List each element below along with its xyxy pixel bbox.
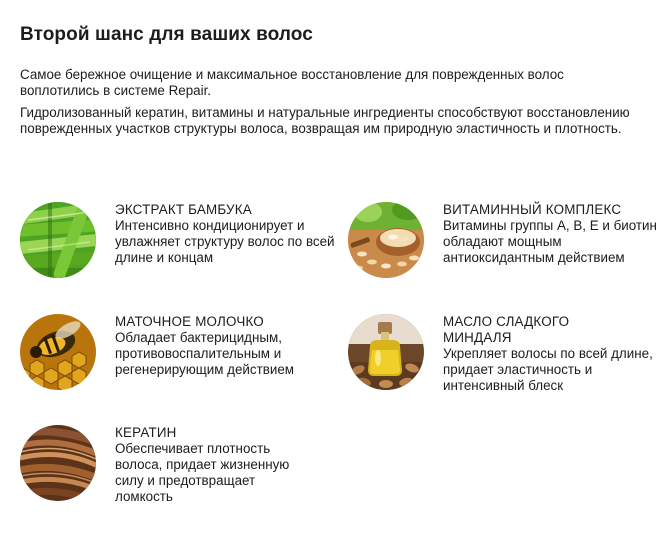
bamboo-icon bbox=[20, 202, 96, 278]
feature-description: Обладает бактерицидным, противовоспалительным и регенерирующим действием bbox=[115, 330, 294, 377]
feature-description: Витамины группы А, В, Е и биотин обладают мощным антиоксидантным действием bbox=[443, 218, 657, 265]
bee-icon bbox=[20, 314, 96, 390]
feature-title: КЕРАТИН bbox=[115, 425, 177, 440]
intro-paragraph-2: Гидролизованный кератин, витамины и натуральные ингредиенты способствуют восстановлению поврежденных участков структуры волоса, возвращая им природную эластичность и плотность. bbox=[20, 105, 630, 136]
feature-title: ВИТАМИННЫЙ КОМПЛЕКС bbox=[443, 202, 622, 217]
intro-paragraph-1: Самое бережное очищение и максимальное восстановление для поврежденных волос воплотились в системе Repair. bbox=[20, 67, 564, 98]
feature-title: МАТОЧНОЕ МОЛОЧКО bbox=[115, 314, 264, 329]
feature-description: Интенсивно кондиционирует и увлажняет структуру волос по всей длине и концам bbox=[115, 218, 335, 265]
vitamin-capsules-icon bbox=[348, 202, 424, 278]
feature-description: Обеспечивает плотность волоса, придает жизненную силу и предотвращает ломкость bbox=[115, 441, 290, 504]
feature-title: МАСЛО СЛАДКОГО МИНДАЛЯ bbox=[443, 314, 570, 345]
almond-oil-bottle-icon bbox=[348, 314, 424, 390]
feature-description: Укрепляет волосы по всей длине, придает эластичность и интенсивный блеск bbox=[443, 346, 653, 393]
page-title: Второй шанс для ваших волос bbox=[20, 24, 313, 45]
hair-strands-icon bbox=[20, 425, 96, 501]
feature-title: ЭКСТРАКТ БАМБУКА bbox=[115, 202, 252, 217]
